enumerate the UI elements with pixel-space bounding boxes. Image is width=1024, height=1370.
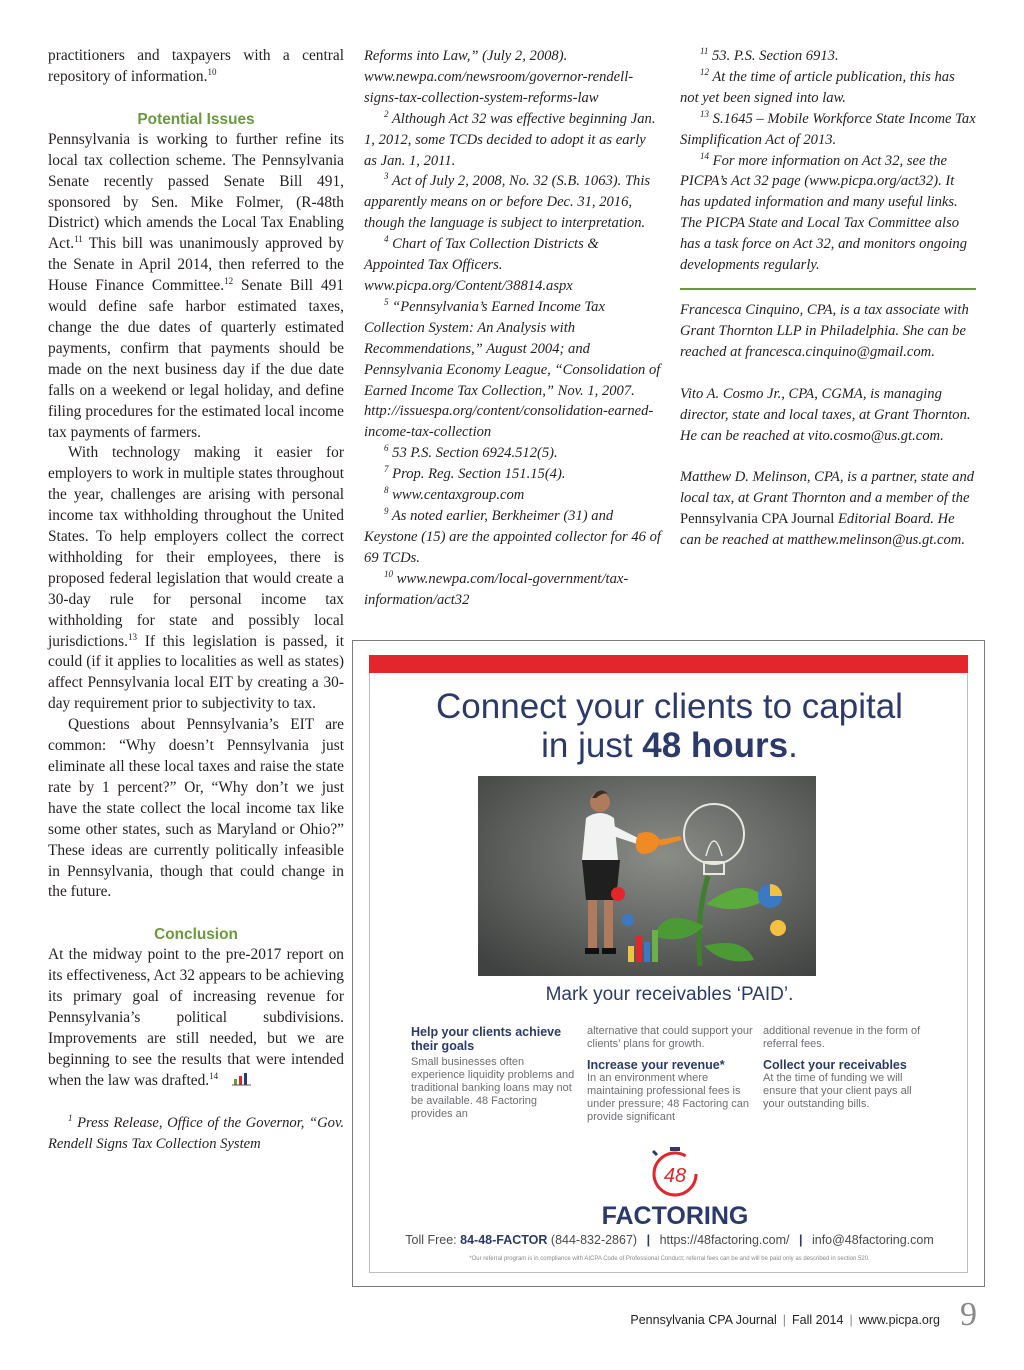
ad-col3-title: Collect your receivables — [763, 1058, 907, 1072]
ad-col3-body: At the time of funding we will ensure that your client pays all your outstanding bills. — [763, 1072, 912, 1110]
svg-text:FACTORING: FACTORING — [601, 1202, 749, 1228]
ad-col3-top: additional revenue in the form of referral fees. — [763, 1025, 921, 1050]
paragraph-intro: practitioners and taxpayers with a central repository of information.$^{10}$ — [48, 47, 344, 85]
footnote-5: $^5$ “Pennsylvania’s Earned Income Tax Collection System: An Analysis with Recommendations,” August 2004; and Pennsylvania Economy League, “Consolidation of Earned Income Tax Collection,” Nov. 1, 2007. http://issuespa.org/content/consolidation-earned-income-tax-collection — [364, 297, 661, 441]
ad-headline-line-2: in just 48 hours. — [541, 726, 798, 765]
footnotes-column-3 — [680, 46, 976, 551]
footnote-1-cont: Reforms into Law,” (July 2, 2008). www.newpa.com/newsroom/governor-rendell-signs-tax-collection-system-reforms-law — [364, 48, 634, 106]
heading-conclusion: Conclusion — [154, 926, 238, 944]
divider — [680, 288, 976, 290]
footnote-6: $^6$ 53 P.S. Section 6924.512(5). — [384, 443, 558, 462]
footnote-13: $^{13}$ S.1645 – Mobile Workforce State Income Tax Simplification Act of 2013. — [680, 108, 976, 148]
svg-text:48: 48 — [663, 1165, 687, 1187]
ad-headline-line-1: Connect your clients to capital — [436, 687, 903, 726]
article-column-1 — [48, 46, 344, 1155]
footnote-10: $^{10}$ www.newpa.com/local-government/tax-information/act32 — [364, 568, 629, 608]
ad-tagline: Mark your receivables ‘PAID’. — [545, 984, 794, 1005]
footnote-1: $^1$ Press Release, Office of the Governor, “Gov. Rendell Signs Tax Collection System — [48, 1112, 344, 1152]
ad-column-3 — [763, 1025, 931, 1111]
footnote-3: $^3$ Act of July 2, 2008, No. 32 (S.B. 1063). This apparently means on or before Dec. 31, 2016, though the language is subject to interpretation. — [364, 171, 651, 232]
ad-red-bar — [369, 655, 968, 673]
footnote-9: $^9$ As noted earlier, Berkheimer (31) and Keystone (15) are the appointed collector for 46 of 69 TCDs. — [364, 506, 661, 566]
ad-phone: 84-48-FACTOR — [460, 1233, 548, 1247]
footnote-11: $^{11}$ 53. P.S. Section 6913. — [700, 46, 839, 64]
ad-email-link[interactable]: info@48factoring.com — [811, 1233, 934, 1247]
ad-column-1 — [411, 1025, 579, 1121]
ad-contact-line: Toll Free: 84-48-FACTOR (844-832-2867) | https://48factoring.com/ | info@48factoring.com — [405, 1233, 934, 1247]
footnote-ref-10: 10 — [207, 66, 217, 77]
stopwatch-logo-icon — [575, 1146, 775, 1228]
footnotes-column-2 — [364, 46, 661, 610]
page-number: 9 — [960, 1296, 977, 1333]
ad-col2-title: Increase your revenue* — [587, 1058, 725, 1072]
factoring-logo — [575, 1146, 775, 1228]
footer-issue: Fall 2014 — [792, 1313, 844, 1327]
end-mark-icon — [230, 1071, 254, 1087]
footnote-7: $^7$ Prop. Reg. Section 151.15(4). — [384, 464, 566, 483]
footnote-4: $^4$ Chart of Tax Collection Districts & Appointed Tax Officers. www.picpa.org/Content/38814.aspx — [364, 234, 599, 294]
footnote-2: $^2$ Although Act 32 was effective beginning Jan. 1, 2012, some TCDs decided to adopt it as early as Jan. 1, 2011. — [364, 108, 656, 169]
ad-website-link[interactable]: https://48factoring.com/ — [659, 1233, 790, 1247]
author-bio-cosmo: Vito A. Cosmo Jr., CPA, CGMA, is managing director, state and local taxes, at Grant Thornton. He can be reached at vito.cosmo@us.gt.com. — [680, 385, 971, 444]
heading-potential-issues: Potential Issues — [137, 110, 255, 128]
ad-fine-print: *Our referral program is in compliance with AICPA Code of Professional Conduct; referral fees can be and will be paid only as described in section 520. — [469, 1256, 870, 1262]
paragraph-technology: With technology making it easier for employers to work in multiple states throughout the year, challenges are arising with personal income tax withholding throughout the United States. To help employers collect the correct withholding for their employees, there is proposed federal legislation that would create a 30-day rule for personal income tax withholding for state and possibly local jurisdictions.$^{13}$ If this legislation is passed, it could (if it applies to localities as well as states) affect Pennsylvania local EIT by creating a 30-day requirement prior to subjectivity to tax. — [48, 444, 344, 713]
footer-journal: Pennsylvania CPA Journal — [630, 1313, 777, 1327]
ad-col2-top: alternative that could support your clients’ plans for growth. — [587, 1025, 753, 1050]
paragraph-conclusion: At the midway point to the pre-2017 report on its effectiveness, Act 32 appears to be achieving its primary goal of increasing revenue for Pennsylvania’s political subdivisions. Improvements are still needed, but we are beginning to see the results that were intended when the law was drafted.$^{14}$ — [48, 946, 344, 1089]
ad-col1-title: Help your clients achieve their goals — [411, 1025, 562, 1053]
page-footer: Pennsylvania CPA Journal | Fall 2014 | www.picpa.org — [630, 1313, 940, 1327]
author-bio-melinson: Matthew D. Melinson, CPA, is a partner, state and local tax, at Grant Thornton and a member of the Pennsylvania CPA Journal Editorial Board. He can be reached at matthew.melinson@us.gt.com. — [680, 469, 975, 549]
footnote-8: $^8$ www.centaxgroup.com — [384, 485, 525, 504]
paragraph-issues: Pennsylvania is working to further refine its local tax collection scheme. The Pennsylvania Senate recently passed Senate Bill 491, sponsored by Sen. Mike Folmer, (R-48th District) which amends the Local Tax Enabling Act.$^{11}$ This bill was unanimously approved by the Senate in April 2014, then referred to the House Finance Committee.$^{12}$ Senate Bill 491 would define safe harbor estimated taxes, change the due dates of quarterly estimated payments, confirm that payments should be made on the next business day if the due date falls on a weekend or legal holiday, and define filing procedures for the estimated local income tax payments of farmers. — [48, 130, 344, 441]
paragraph-questions: Questions about Pennsylvania’s EIT are common: “Why doesn’t Pennsylvania just eliminate all these local taxes and raise the state rate by 1 percent?” Or, “Why don’t we just have the state collect the local income tax like some other states, such as Maryland or Ohio?” These ideas are currently politically infeasible in Pennsylvania, though that could change in the future. — [48, 716, 344, 901]
ad-photo-woman-watering-lightbulb-plant — [478, 776, 816, 976]
author-bio-cinquino: Francesca Cinquino, CPA, is a tax associate with Grant Thornton LLP in Philadelphia. She can be reached at francesca.cinquino@gmail.com. — [680, 301, 969, 360]
footnote-12: $^{12}$ At the time of article publication, this has not yet been signed into law. — [680, 67, 955, 106]
advertisement-48-factoring — [352, 640, 985, 1287]
ad-col1-body: Small businesses often experience liquidity problems and traditional banking loans may not be available. 48 Factoring provides an — [411, 1056, 575, 1120]
ad-column-2 — [587, 1025, 755, 1124]
footnote-14: $^{14}$ For more information on Act 32, see the PICPA’s Act 32 page (www.picpa.org/act32). It has updated information and many useful links. The PICPA State and Local Tax Committee also has a task force on Act 32, and monitors ongoing developments regularly. — [680, 150, 968, 274]
footer-site-link[interactable]: www.picpa.org — [858, 1313, 940, 1327]
ad-col2-body: In an environment where maintaining professional fees is under pressure; 48 Factoring can provide significant — [587, 1072, 750, 1123]
